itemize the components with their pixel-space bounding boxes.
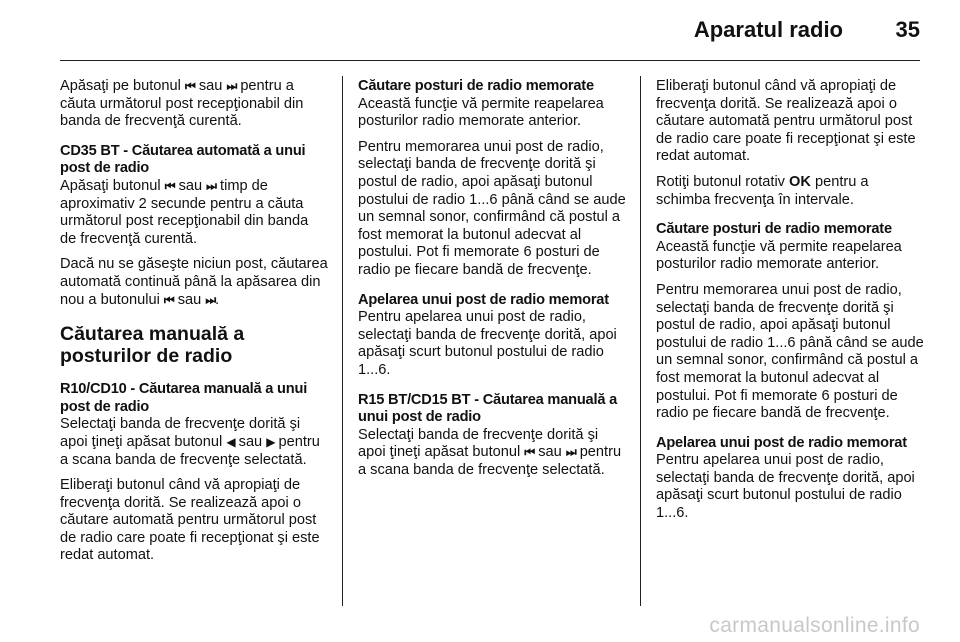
subheading: Căutare posturi de radio memorate — [358, 78, 594, 94]
subheading: Apelarea unui post de radio memorat — [358, 291, 609, 308]
section-heading: Căutarea manuală a posturilor de radio — [60, 323, 245, 368]
left-arrow-icon: ◀ — [226, 434, 235, 449]
page-number: 35 — [895, 17, 920, 42]
next-track-icon: ⏭ — [205, 292, 216, 307]
column-divider-1 — [342, 76, 343, 606]
column-2 — [358, 78, 626, 487]
paragraph: Dacă nu se găseşte niciun post, căutarea automată continuă până la apăsarea din nou a butonului ⏮ sau ⏭. — [60, 256, 328, 308]
paragraph: Pentru apelarea unui post de radio, selectaţi banda de frecvenţe dorită, apoi apăsaţi scurt butonul postului de radio 1...6. — [358, 309, 617, 378]
paragraph: Apăsaţi pe butonul ⏮ sau ⏭ pentru a căuta următorul post recepţionabil din banda de frecvenţă curentă. — [60, 78, 304, 130]
paragraph: Această funcţie vă permite reapelarea posturilor radio memorate anterior. — [358, 95, 604, 130]
prev-track-icon: ⏮ — [164, 178, 175, 193]
prev-track-icon: ⏮ — [184, 79, 195, 93]
page-header — [0, 0, 960, 62]
watermark: carmanualsonline.info — [709, 614, 920, 637]
paragraph: Rotiţi butonul rotativ OK pentru a schimba frecvenţa în intervale. — [656, 173, 869, 208]
subheading: Apelarea unui post de radio memorat — [656, 434, 907, 451]
paragraph: Apăsaţi butonul ⏮ sau ⏭ timp de aproximativ 2 secunde pentru a căuta următorul post recepţionabil din banda de frecvenţă curentă. — [60, 177, 309, 247]
column-divider-2 — [640, 76, 641, 606]
paragraph: Pentru apelarea unui post de radio, selectaţi banda de frecvenţe dorită, apoi apăsaţi scurt butonul postului de radio 1...6. — [656, 452, 915, 522]
column-1 — [60, 78, 328, 573]
paragraph: Selectaţi banda de frecvenţe dorită şi apoi ţineţi apăsat butonul ⏮ sau ⏭ pentru a scana banda de frecvenţe selectată. — [358, 426, 622, 478]
ok-button-label: OK — [789, 173, 811, 190]
paragraph: Eliberaţi butonul când vă apropiaţi de frecvenţa dorită. Se realizează apoi o căutare automată pentru următorul post de radio care poate fi recepţionat şi este redat automat. — [60, 477, 320, 564]
paragraph: Selectaţi banda de frecvenţe dorită şi apoi ţineţi apăsat butonul ◀ sau ▶ pentru a scana banda de frecvenţe selectată. — [60, 416, 320, 468]
next-track-icon: ⏭ — [226, 79, 237, 93]
page-title: Aparatul radio — [693, 17, 843, 42]
next-track-icon: ⏭ — [206, 178, 216, 193]
subheading: CD35 BT - Căutarea automată a unui post de radio — [60, 142, 306, 177]
subheading: R10/CD10 - Căutarea manuală a unui post de radio — [60, 381, 308, 415]
prev-track-icon: ⏮ — [163, 292, 174, 307]
paragraph: Eliberaţi butonul când vă apropiaţi de frecvenţa dorită. Se realizează apoi o căutare automată pentru următorul post de radio care poate fi recepţionat şi este redat automat. — [656, 78, 916, 165]
next-track-icon: ⏭ — [565, 445, 576, 460]
prev-track-icon: ⏮ — [524, 445, 535, 460]
header-rule — [60, 60, 920, 61]
subheading: R15 BT/CD15 BT - Căutarea manuală a unui post de radio — [358, 391, 618, 426]
right-arrow-icon: ▶ — [266, 434, 275, 449]
paragraph: Pentru memorarea unui post de radio, selectaţi banda de frecvenţe dorită şi postul de radio, apoi apăsaţi butonul postului de radio 1...6 până când se aude un semnal sonor, confirmând că postul a fost memorat la butonul adecvat al postului. Pot fi memorate 6 posturi de radio pe fiecare bandă de frecvenţe. — [358, 138, 626, 278]
paragraph: Pentru memorarea unui post de radio, selectaţi banda de frecvenţe dorită şi postul de radio, apoi apăsaţi butonul postului de radio 1...6 până când se aude un semnal sonor, confirmând că postul a fost memorat la butonul adecvat al postului. Pot fi memorate 6 posturi de radio pe fiecare bandă de frecvenţe. — [656, 281, 924, 422]
subheading: Căutare posturi de radio memorate — [656, 221, 892, 238]
paragraph: Această funcţie vă permite reapelarea posturilor radio memorate anterior. — [656, 238, 902, 273]
column-3 — [656, 78, 926, 531]
